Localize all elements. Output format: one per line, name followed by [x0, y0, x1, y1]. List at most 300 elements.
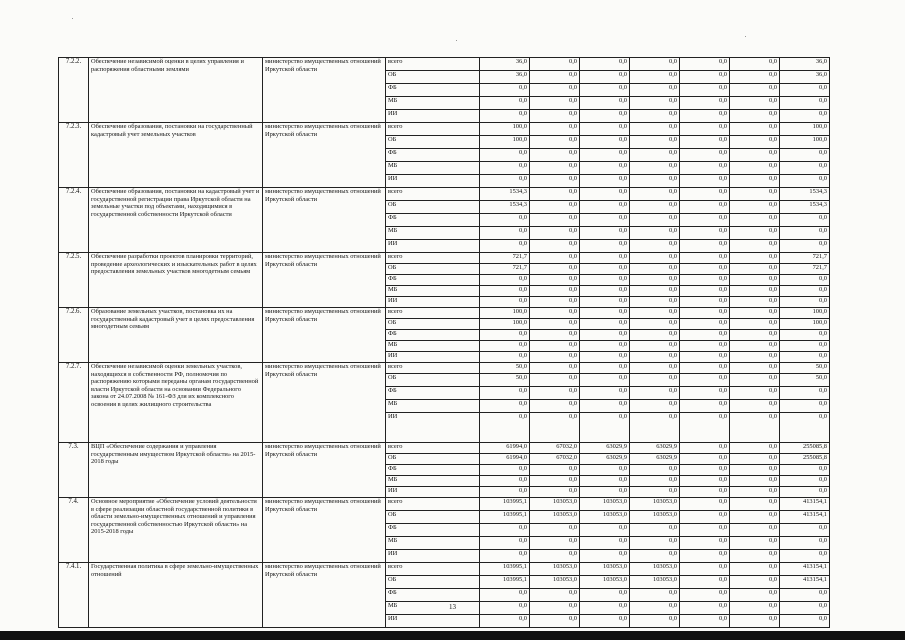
funding-source: всего: [386, 363, 480, 374]
amount-cell: 0,0: [580, 476, 630, 487]
amount-cell: 0,0: [680, 240, 730, 253]
amount-cell: 0,0: [480, 162, 530, 175]
amount-cell: 0,0: [630, 123, 680, 136]
amount-cell: 0,0: [480, 487, 530, 498]
section-code: 7.2.7.: [59, 363, 89, 443]
amount-cell: 0,0: [630, 201, 680, 214]
amount-cell: 0,0: [780, 589, 830, 602]
table-row: [59, 253, 830, 264]
amount-cell: 0,0: [780, 465, 830, 476]
amount-cell: 0,0: [780, 330, 830, 341]
amount-cell: 0,0: [630, 374, 680, 387]
amount-cell: 0,0: [730, 374, 780, 387]
amount-cell: 0,0: [530, 341, 580, 352]
funding-source: ФБ: [386, 589, 480, 602]
amount-cell: 0,0: [630, 240, 680, 253]
funding-source: ОБ: [386, 319, 480, 330]
amount-cell: 103053,0: [530, 511, 580, 524]
amount-cell: 0,0: [580, 524, 630, 537]
section-executor: министерство имущественных отношений Иркутской области: [263, 563, 386, 628]
amount-cell: 0,0: [630, 71, 680, 84]
amount-cell: 0,0: [780, 84, 830, 97]
section-code: 7.4.: [59, 498, 89, 563]
amount-cell: 0,0: [580, 550, 630, 563]
section-executor: министерство имущественных отношений Иркутской области: [263, 58, 386, 123]
funding-source: ФБ: [386, 387, 480, 400]
amount-cell: 0,0: [530, 286, 580, 297]
amount-cell: 0,0: [780, 487, 830, 498]
amount-cell: 0,0: [630, 188, 680, 201]
amount-cell: 0,0: [580, 84, 630, 97]
amount-cell: 0,0: [630, 363, 680, 374]
amount-cell: 413154,1: [780, 563, 830, 576]
amount-cell: 0,0: [530, 615, 580, 628]
amount-cell: 0,0: [780, 110, 830, 123]
amount-cell: 103053,0: [530, 576, 580, 589]
section-executor: министерство имущественных отношений Иркутской области: [263, 363, 386, 443]
amount-cell: 0,0: [680, 352, 730, 363]
amount-cell: 0,0: [580, 286, 630, 297]
amount-cell: 0,0: [480, 110, 530, 123]
amount-cell: 0,0: [680, 576, 730, 589]
funding-source: ФБ: [386, 214, 480, 227]
amount-cell: 0,0: [580, 240, 630, 253]
table-row: [59, 443, 830, 454]
amount-cell: 0,0: [780, 476, 830, 487]
amount-cell: 0,0: [630, 253, 680, 264]
amount-cell: 413154,1: [780, 498, 830, 511]
amount-cell: 0,0: [580, 308, 630, 319]
amount-cell: 0,0: [730, 537, 780, 550]
amount-cell: 0,0: [630, 589, 680, 602]
amount-cell: 0,0: [630, 413, 680, 443]
budget-table: [58, 57, 830, 628]
amount-cell: 100,0: [780, 308, 830, 319]
amount-cell: 0,0: [730, 240, 780, 253]
amount-cell: 0,0: [730, 352, 780, 363]
amount-cell: 0,0: [580, 264, 630, 275]
amount-cell: 63029,9: [580, 454, 630, 465]
amount-cell: 0,0: [580, 110, 630, 123]
amount-cell: 100,0: [480, 319, 530, 330]
section-name: Обеспечение независимой оценки в целях управления и распоряжения областными землями: [89, 58, 263, 123]
amount-cell: 0,0: [780, 227, 830, 240]
amount-cell: 0,0: [730, 275, 780, 286]
amount-cell: 61994,0: [480, 443, 530, 454]
funding-source: ИИ: [386, 175, 480, 188]
amount-cell: 0,0: [680, 319, 730, 330]
amount-cell: 0,0: [780, 400, 830, 413]
amount-cell: 1534,3: [780, 188, 830, 201]
amount-cell: 50,0: [780, 374, 830, 387]
amount-cell: 0,0: [580, 253, 630, 264]
amount-cell: 0,0: [580, 123, 630, 136]
amount-cell: 0,0: [580, 537, 630, 550]
table-row: [59, 308, 830, 319]
amount-cell: 103053,0: [580, 498, 630, 511]
amount-cell: 1534,3: [780, 201, 830, 214]
amount-cell: 0,0: [680, 563, 730, 576]
amount-cell: 0,0: [580, 97, 630, 110]
amount-cell: 0,0: [530, 240, 580, 253]
section-code: 7.3.: [59, 443, 89, 498]
amount-cell: 50,0: [780, 363, 830, 374]
amount-cell: 0,0: [530, 602, 580, 615]
amount-cell: 413154,1: [780, 511, 830, 524]
amount-cell: 0,0: [680, 286, 730, 297]
amount-cell: 0,0: [680, 400, 730, 413]
funding-source: ИИ: [386, 413, 480, 443]
amount-cell: 0,0: [630, 400, 680, 413]
amount-cell: 1534,3: [480, 201, 530, 214]
amount-cell: 0,0: [580, 341, 630, 352]
amount-cell: 0,0: [480, 465, 530, 476]
table-row: [59, 363, 830, 374]
funding-source: ИИ: [386, 110, 480, 123]
table-row: [59, 58, 830, 71]
amount-cell: 0,0: [730, 550, 780, 563]
amount-cell: 0,0: [730, 162, 780, 175]
section-name: Обеспечение разработки проектов планировки территорий, проведение археологических и изыскательных работ в целях предоставления земельных участков многодетным семьям: [89, 253, 263, 308]
amount-cell: 63029,9: [580, 443, 630, 454]
amount-cell: 0,0: [580, 319, 630, 330]
funding-source: ИИ: [386, 240, 480, 253]
amount-cell: 0,0: [680, 511, 730, 524]
amount-cell: 0,0: [530, 201, 580, 214]
amount-cell: 0,0: [530, 487, 580, 498]
amount-cell: 0,0: [780, 240, 830, 253]
section-name: Основное мероприятие «Обеспечение условий деятельности в сфере реализации областной государственной политики в области земельно-имущественных отношений и управления государственной собственностью Иркутской области» на 2015-2018 годы: [89, 498, 263, 563]
amount-cell: 0,0: [730, 443, 780, 454]
amount-cell: 255085,8: [780, 454, 830, 465]
amount-cell: 0,0: [630, 149, 680, 162]
amount-cell: 67032,0: [530, 443, 580, 454]
amount-cell: 100,0: [780, 136, 830, 149]
funding-source: ИИ: [386, 487, 480, 498]
amount-cell: 0,0: [480, 400, 530, 413]
amount-cell: 50,0: [480, 363, 530, 374]
amount-cell: 0,0: [530, 84, 580, 97]
amount-cell: 0,0: [480, 330, 530, 341]
table-body: [59, 58, 830, 628]
amount-cell: 0,0: [730, 264, 780, 275]
amount-cell: 0,0: [630, 476, 680, 487]
amount-cell: 255085,8: [780, 443, 830, 454]
amount-cell: 0,0: [730, 589, 780, 602]
amount-cell: 103995,1: [480, 563, 530, 576]
amount-cell: 0,0: [630, 330, 680, 341]
funding-source: ИИ: [386, 297, 480, 308]
amount-cell: 0,0: [580, 58, 630, 71]
funding-source: всего: [386, 443, 480, 454]
amount-cell: 0,0: [780, 286, 830, 297]
amount-cell: 0,0: [480, 286, 530, 297]
amount-cell: 0,0: [780, 341, 830, 352]
amount-cell: 103053,0: [630, 563, 680, 576]
amount-cell: 0,0: [680, 413, 730, 443]
amount-cell: 0,0: [580, 615, 630, 628]
amount-cell: 0,0: [530, 275, 580, 286]
amount-cell: 0,0: [530, 352, 580, 363]
amount-cell: 100,0: [480, 308, 530, 319]
amount-cell: 100,0: [480, 123, 530, 136]
amount-cell: 103053,0: [580, 511, 630, 524]
amount-cell: 0,0: [780, 352, 830, 363]
funding-source: ОБ: [386, 454, 480, 465]
amount-cell: 0,0: [480, 524, 530, 537]
amount-cell: 0,0: [780, 97, 830, 110]
section-executor: министерство имущественных отношений Иркутской области: [263, 498, 386, 563]
amount-cell: 0,0: [680, 201, 730, 214]
section-name: Обеспечение независимой оценки земельных участков, находящихся в собственности РФ, полномочия по распоряжению которыми переданы органам государственной власти Иркутской области на основании Федерального закона от 24.07.2008 № 161-ФЗ для их комплексного освоения в целях жилищного строительства: [89, 363, 263, 443]
amount-cell: 0,0: [530, 387, 580, 400]
amount-cell: 0,0: [530, 110, 580, 123]
amount-cell: 100,0: [780, 123, 830, 136]
amount-cell: 0,0: [480, 175, 530, 188]
funding-source: ИИ: [386, 615, 480, 628]
amount-cell: 0,0: [680, 123, 730, 136]
amount-cell: 36,0: [780, 71, 830, 84]
funding-source: всего: [386, 253, 480, 264]
amount-cell: 0,0: [780, 297, 830, 308]
amount-cell: 0,0: [730, 286, 780, 297]
amount-cell: 63029,9: [630, 454, 680, 465]
scan-speck: [745, 36, 746, 37]
section-name: Обеспечение образования, постановки на государственный кадастровый учет земельных участков: [89, 123, 263, 188]
amount-cell: 0,0: [480, 97, 530, 110]
funding-source: МБ: [386, 537, 480, 550]
amount-cell: 103053,0: [530, 498, 580, 511]
amount-cell: 0,0: [680, 308, 730, 319]
amount-cell: 0,0: [680, 264, 730, 275]
scan-bottom-border: [0, 631, 905, 640]
amount-cell: 0,0: [730, 58, 780, 71]
amount-cell: 0,0: [580, 465, 630, 476]
amount-cell: 0,0: [480, 537, 530, 550]
amount-cell: 103053,0: [630, 576, 680, 589]
amount-cell: 0,0: [530, 149, 580, 162]
amount-cell: 0,0: [580, 275, 630, 286]
amount-cell: 0,0: [580, 487, 630, 498]
amount-cell: 0,0: [480, 149, 530, 162]
amount-cell: 0,0: [730, 175, 780, 188]
amount-cell: 0,0: [680, 615, 730, 628]
amount-cell: 0,0: [580, 227, 630, 240]
amount-cell: 0,0: [730, 602, 780, 615]
amount-cell: 0,0: [680, 363, 730, 374]
amount-cell: 0,0: [580, 214, 630, 227]
funding-source: МБ: [386, 227, 480, 240]
table-row: [59, 123, 830, 136]
page-number: 13: [449, 603, 456, 611]
amount-cell: 0,0: [530, 374, 580, 387]
amount-cell: 0,0: [480, 602, 530, 615]
section-code: 7.2.4.: [59, 188, 89, 253]
section-code: 7.2.2.: [59, 58, 89, 123]
amount-cell: 0,0: [580, 136, 630, 149]
amount-cell: 0,0: [680, 253, 730, 264]
amount-cell: 0,0: [680, 550, 730, 563]
scan-speck: [456, 40, 457, 41]
funding-source: ОБ: [386, 136, 480, 149]
amount-cell: 103053,0: [580, 576, 630, 589]
funding-source: ОБ: [386, 71, 480, 84]
amount-cell: 0,0: [480, 413, 530, 443]
amount-cell: 0,0: [730, 319, 780, 330]
amount-cell: 0,0: [680, 476, 730, 487]
amount-cell: 0,0: [730, 71, 780, 84]
amount-cell: 0,0: [480, 615, 530, 628]
funding-source: МБ: [386, 476, 480, 487]
amount-cell: 0,0: [580, 330, 630, 341]
funding-source: МБ: [386, 162, 480, 175]
funding-source: ФБ: [386, 149, 480, 162]
amount-cell: 0,0: [580, 363, 630, 374]
amount-cell: 0,0: [730, 454, 780, 465]
amount-cell: 0,0: [530, 123, 580, 136]
amount-cell: 0,0: [780, 149, 830, 162]
amount-cell: 0,0: [480, 550, 530, 563]
amount-cell: 0,0: [530, 253, 580, 264]
amount-cell: 63029,9: [630, 443, 680, 454]
amount-cell: 0,0: [680, 227, 730, 240]
amount-cell: 0,0: [680, 58, 730, 71]
amount-cell: 0,0: [680, 136, 730, 149]
funding-source: МБ: [386, 286, 480, 297]
amount-cell: 0,0: [730, 227, 780, 240]
section-executor: министерство имущественных отношений Иркутской области: [263, 188, 386, 253]
amount-cell: 0,0: [680, 589, 730, 602]
section-name: ВЦП «Обеспечение содержания и управления государственным имуществом Иркутской области» на 2015-2018 годы: [89, 443, 263, 498]
amount-cell: 0,0: [630, 297, 680, 308]
section-code: 7.2.5.: [59, 253, 89, 308]
amount-cell: 0,0: [530, 330, 580, 341]
amount-cell: 0,0: [730, 149, 780, 162]
amount-cell: 0,0: [730, 387, 780, 400]
amount-cell: 721,7: [480, 264, 530, 275]
amount-cell: 0,0: [680, 498, 730, 511]
funding-source: ОБ: [386, 576, 480, 589]
amount-cell: 0,0: [530, 227, 580, 240]
amount-cell: 0,0: [730, 615, 780, 628]
amount-cell: 0,0: [780, 615, 830, 628]
amount-cell: 0,0: [530, 413, 580, 443]
amount-cell: 0,0: [730, 524, 780, 537]
section-executor: министерство имущественных отношений Иркутской области: [263, 308, 386, 363]
funding-source: ОБ: [386, 201, 480, 214]
amount-cell: 0,0: [530, 71, 580, 84]
amount-cell: 0,0: [630, 352, 680, 363]
amount-cell: 0,0: [680, 175, 730, 188]
amount-cell: 0,0: [630, 387, 680, 400]
amount-cell: 0,0: [680, 341, 730, 352]
amount-cell: 0,0: [730, 363, 780, 374]
section-name: Обеспечение образования, постановки на кадастровый учет и государственной регистрации права Иркутской области на земельные участки под объектами, находящимися в государственной собственности Иркутской области: [89, 188, 263, 253]
amount-cell: 0,0: [780, 175, 830, 188]
amount-cell: 0,0: [730, 341, 780, 352]
amount-cell: 0,0: [530, 58, 580, 71]
amount-cell: 0,0: [630, 550, 680, 563]
section-executor: министерство имущественных отношений Иркутской области: [263, 253, 386, 308]
amount-cell: 0,0: [480, 214, 530, 227]
table-row: [59, 498, 830, 511]
amount-cell: 0,0: [580, 71, 630, 84]
amount-cell: 0,0: [630, 319, 680, 330]
amount-cell: 0,0: [730, 97, 780, 110]
amount-cell: 0,0: [680, 374, 730, 387]
amount-cell: 0,0: [530, 524, 580, 537]
amount-cell: 0,0: [730, 297, 780, 308]
amount-cell: 0,0: [480, 476, 530, 487]
amount-cell: 0,0: [580, 201, 630, 214]
amount-cell: 36,0: [780, 58, 830, 71]
funding-source: ОБ: [386, 511, 480, 524]
amount-cell: 61994,0: [480, 454, 530, 465]
section-name: Образование земельных участков, постановка их на государственный кадастровый учет в целях предоставления многодетным семьям: [89, 308, 263, 363]
amount-cell: 721,7: [780, 264, 830, 275]
section-executor: министерство имущественных отношений Иркутской области: [263, 123, 386, 188]
amount-cell: 0,0: [630, 136, 680, 149]
amount-cell: 0,0: [730, 188, 780, 201]
funding-source: МБ: [386, 341, 480, 352]
funding-source: ИИ: [386, 352, 480, 363]
amount-cell: 0,0: [580, 297, 630, 308]
amount-cell: 0,0: [630, 84, 680, 97]
amount-cell: 413154,1: [780, 576, 830, 589]
amount-cell: 0,0: [580, 188, 630, 201]
amount-cell: 0,0: [630, 341, 680, 352]
table-row: [59, 188, 830, 201]
amount-cell: 0,0: [630, 308, 680, 319]
amount-cell: 0,0: [580, 387, 630, 400]
amount-cell: 0,0: [580, 589, 630, 602]
amount-cell: 0,0: [630, 175, 680, 188]
amount-cell: 0,0: [780, 387, 830, 400]
amount-cell: 0,0: [630, 537, 680, 550]
amount-cell: 0,0: [730, 84, 780, 97]
amount-cell: 0,0: [630, 97, 680, 110]
funding-source: всего: [386, 308, 480, 319]
amount-cell: 0,0: [730, 110, 780, 123]
funding-source: ФБ: [386, 84, 480, 97]
amount-cell: 0,0: [780, 413, 830, 443]
amount-cell: 103053,0: [530, 563, 580, 576]
amount-cell: 0,0: [630, 110, 680, 123]
amount-cell: 0,0: [530, 97, 580, 110]
amount-cell: 0,0: [730, 487, 780, 498]
amount-cell: 0,0: [480, 240, 530, 253]
funding-source: всего: [386, 58, 480, 71]
amount-cell: 0,0: [530, 550, 580, 563]
amount-cell: 0,0: [780, 162, 830, 175]
amount-cell: 0,0: [680, 537, 730, 550]
amount-cell: 0,0: [530, 476, 580, 487]
amount-cell: 0,0: [730, 563, 780, 576]
amount-cell: 103995,1: [480, 498, 530, 511]
amount-cell: 0,0: [480, 341, 530, 352]
amount-cell: 0,0: [680, 330, 730, 341]
amount-cell: 0,0: [530, 162, 580, 175]
funding-source: МБ: [386, 602, 480, 615]
section-code: 7.4.1.: [59, 563, 89, 628]
amount-cell: 0,0: [530, 188, 580, 201]
amount-cell: 721,7: [780, 253, 830, 264]
amount-cell: 0,0: [580, 175, 630, 188]
amount-cell: 67032,0: [530, 454, 580, 465]
amount-cell: 36,0: [480, 58, 530, 71]
amount-cell: 0,0: [630, 286, 680, 297]
amount-cell: 100,0: [780, 319, 830, 330]
